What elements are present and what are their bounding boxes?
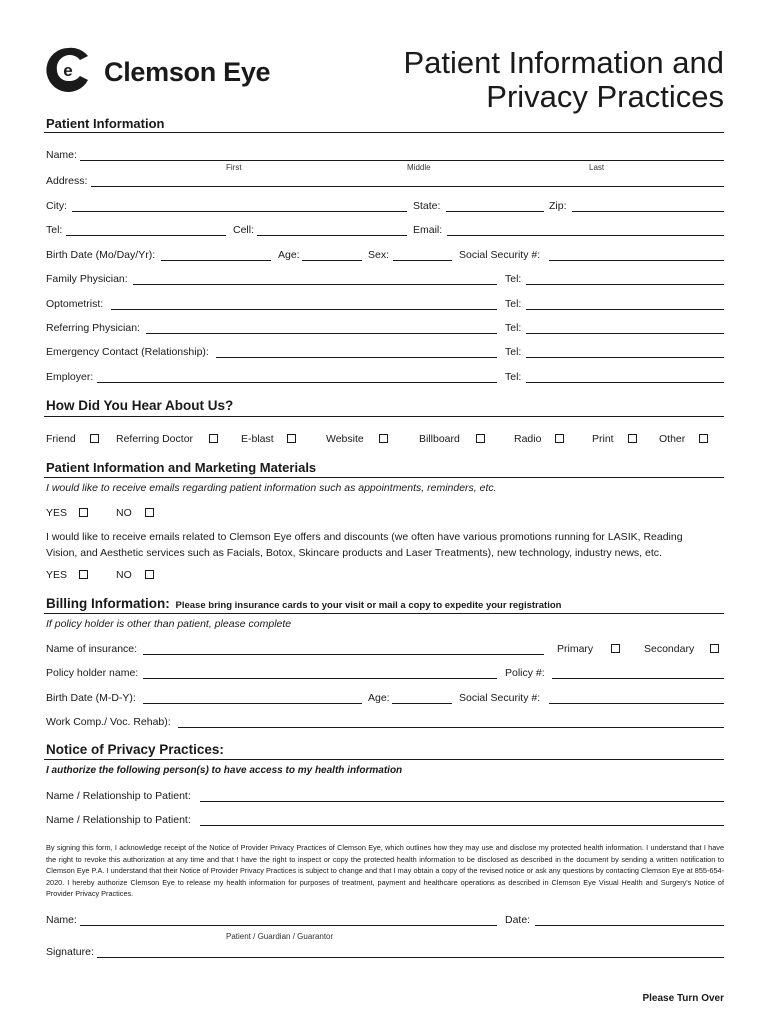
billing-ssn-field[interactable] — [549, 703, 724, 704]
section-rule — [44, 759, 724, 760]
referring-physician-label: Referring Physician: — [46, 322, 140, 334]
marketing-question-2-line-2: Vision, and Aesthetic services such as Facials, Botox, Skincare products and Laser Treatments), new technology, industry news, etc. — [46, 547, 662, 559]
brand-name: Clemson Eye — [104, 57, 271, 87]
policy-number-field[interactable] — [552, 678, 724, 679]
q1-yes-label: YES — [46, 507, 68, 519]
ssn-label: Social Security #: — [459, 249, 541, 261]
birth-date-label: Birth Date (Mo/Day/Yr): — [46, 249, 156, 261]
emergency-contact-label: Emergency Contact (Relationship): — [46, 346, 209, 358]
q2-yes-label: YES — [46, 569, 68, 581]
q1-yes-checkbox[interactable] — [79, 508, 88, 517]
option-radio-label: Radio — [514, 433, 542, 445]
email-field[interactable] — [447, 235, 724, 236]
policy-holder-label: Policy holder name: — [46, 667, 139, 679]
option-other-checkbox[interactable] — [699, 434, 708, 443]
family-physician-tel-field[interactable] — [526, 284, 724, 285]
option-referring-doctor-label: Referring Doctor — [116, 433, 194, 445]
clemson-eye-logo-icon — [44, 46, 92, 94]
relationship-1-field[interactable] — [200, 801, 724, 802]
tel-field[interactable] — [66, 235, 226, 236]
emergency-tel-field[interactable] — [526, 357, 724, 358]
option-eblast-checkbox[interactable] — [287, 434, 296, 443]
policy-holder-note: If policy holder is other than patient, please complete — [46, 618, 292, 630]
option-radio-checkbox[interactable] — [555, 434, 564, 443]
section-marketing: Patient Information and Marketing Materials — [46, 460, 317, 475]
option-print-label: Print — [592, 433, 614, 445]
authorize-statement: I authorize the following person(s) to have access to my health information — [46, 765, 403, 776]
marketing-question-2 — [46, 529, 736, 561]
secondary-checkbox[interactable] — [710, 644, 719, 653]
q2-yes-checkbox[interactable] — [79, 570, 88, 579]
option-website-label: Website — [326, 433, 364, 445]
billing-age-label: Age: — [368, 692, 390, 704]
family-physician-tel-label: Tel: — [505, 273, 522, 285]
billing-note: Please bring insurance cards to your visit or mail a copy to expedite your registration — [175, 600, 562, 611]
q1-no-checkbox[interactable] — [145, 508, 154, 517]
section-billing — [46, 596, 561, 611]
billing-heading: Billing Information: — [46, 596, 170, 611]
signature-label: Signature: — [46, 946, 94, 958]
option-billboard-checkbox[interactable] — [476, 434, 485, 443]
section-rule — [44, 416, 724, 417]
work-comp-label: Work Comp./ Voc. Rehab): — [46, 716, 171, 728]
section-patient-information: Patient Information — [46, 116, 165, 131]
family-physician-label: Family Physician: — [46, 273, 128, 285]
sex-label: Sex: — [368, 249, 390, 261]
policy-holder-field[interactable] — [143, 678, 497, 679]
cell-label: Cell: — [233, 224, 255, 236]
city-label: City: — [46, 200, 67, 212]
privacy-legal-text: By signing this form, I acknowledge receipt of the Notice of Provider Privacy Practices of Clemson Eye, which outlines how they may use and disclose my protected health information. I understand that I have the right to revoke this authorization at any time and that I have the right to inspect or copy the protected health information to be disclosed as described in the document by sending a written notification to Clemson Eye P.A. I understand that their Notice of Provider Privacy Practices is subject to change and that I may obtain a copy of the revised notice or ask any questions by contacting Clemson Eye at 855-654-2020. I hereby authorize Clemson Eye to release my health information for purposes of treatment, payment and healthcare operations as described in Clemson Eye Visual Health and Surgery's Notice of Provider Privacy Practices. — [46, 843, 724, 899]
please-turn-over: Please Turn Over — [642, 993, 724, 1004]
date-label: Date: — [505, 914, 531, 926]
employer-field[interactable] — [97, 382, 497, 383]
title-line-2: Privacy Practices — [486, 79, 724, 114]
emergency-contact-field[interactable] — [216, 357, 497, 358]
employer-label: Employer: — [46, 371, 94, 383]
section-privacy: Notice of Privacy Practices: — [46, 742, 224, 757]
name-field[interactable] — [80, 160, 724, 161]
emergency-tel-label: Tel: — [505, 346, 522, 358]
state-label: State: — [413, 200, 441, 212]
option-friend-checkbox[interactable] — [90, 434, 99, 443]
primary-label: Primary — [557, 643, 594, 655]
insurance-name-label: Name of insurance: — [46, 643, 138, 655]
title-line-1: Patient Information and — [403, 45, 724, 80]
middle-sublabel: Middle — [407, 163, 431, 172]
address-field[interactable] — [91, 186, 724, 187]
signer-name-field[interactable] — [80, 925, 497, 926]
address-label: Address: — [46, 175, 88, 187]
email-label: Email: — [413, 224, 443, 236]
relationship-2-label: Name / Relationship to Patient: — [46, 814, 191, 826]
option-website-checkbox[interactable] — [379, 434, 388, 443]
section-how-did-you-hear: How Did You Hear About Us? — [46, 398, 234, 413]
policy-number-label: Policy #: — [505, 667, 545, 679]
age-field[interactable] — [302, 260, 362, 261]
billing-birth-date-field[interactable] — [143, 703, 362, 704]
referring-physician-field[interactable] — [146, 333, 497, 334]
last-sublabel: Last — [589, 163, 605, 172]
zip-label: Zip: — [549, 200, 567, 212]
q2-no-label: NO — [116, 569, 132, 581]
date-field[interactable] — [535, 925, 724, 926]
page-title — [403, 46, 724, 114]
relationship-2-field[interactable] — [200, 825, 724, 826]
option-other-label: Other — [659, 433, 686, 445]
guardian-sublabel: Patient / Guardian / Guarantor — [226, 932, 334, 941]
first-sublabel: First — [226, 163, 242, 172]
name-label: Name: — [46, 149, 77, 161]
cell-field[interactable] — [257, 235, 407, 236]
section-rule — [44, 477, 724, 478]
option-referring-doctor-checkbox[interactable] — [209, 434, 218, 443]
optometrist-tel-field[interactable] — [526, 309, 724, 310]
tel-label: Tel: — [46, 224, 63, 236]
signature-field[interactable] — [97, 957, 724, 958]
sex-field[interactable] — [393, 260, 452, 261]
insurance-name-field[interactable] — [143, 654, 544, 655]
referring-tel-label: Tel: — [505, 322, 522, 334]
option-friend-label: Friend — [46, 433, 76, 445]
section-rule — [44, 132, 724, 133]
zip-field[interactable] — [572, 211, 724, 212]
billing-age-field[interactable] — [392, 703, 452, 704]
marketing-question-2-line-1: I would like to receive emails related to Clemson Eye offers and discounts (we often have various promotions running for LASIK, Reading — [46, 531, 683, 543]
option-print-checkbox[interactable] — [628, 434, 637, 443]
employer-tel-field[interactable] — [526, 382, 724, 383]
ssn-field[interactable] — [549, 260, 724, 261]
age-label: Age: — [278, 249, 300, 261]
employer-tel-label: Tel: — [505, 371, 522, 383]
q2-no-checkbox[interactable] — [145, 570, 154, 579]
family-physician-field[interactable] — [133, 284, 497, 285]
billing-ssn-label: Social Security #: — [459, 692, 541, 704]
billing-birth-date-label: Birth Date (M-D-Y): — [46, 692, 136, 704]
optometrist-field[interactable] — [111, 309, 497, 310]
section-rule — [44, 613, 724, 614]
relationship-1-label: Name / Relationship to Patient: — [46, 790, 191, 802]
secondary-label: Secondary — [644, 643, 695, 655]
birth-date-field[interactable] — [161, 260, 271, 261]
signer-name-label: Name: — [46, 914, 77, 926]
optometrist-label: Optometrist: — [46, 298, 104, 310]
work-comp-field[interactable] — [178, 727, 724, 728]
state-field[interactable] — [446, 211, 544, 212]
option-billboard-label: Billboard — [419, 433, 460, 445]
primary-checkbox[interactable] — [611, 644, 620, 653]
option-eblast-label: E-blast — [241, 433, 274, 445]
logo-letter: e — [63, 61, 73, 80]
referring-tel-field[interactable] — [526, 333, 724, 334]
q1-no-label: NO — [116, 507, 132, 519]
optometrist-tel-label: Tel: — [505, 298, 522, 310]
city-field[interactable] — [72, 211, 407, 212]
marketing-question-1: I would like to receive emails regarding patient information such as appointments, reminders, etc. — [46, 482, 497, 494]
